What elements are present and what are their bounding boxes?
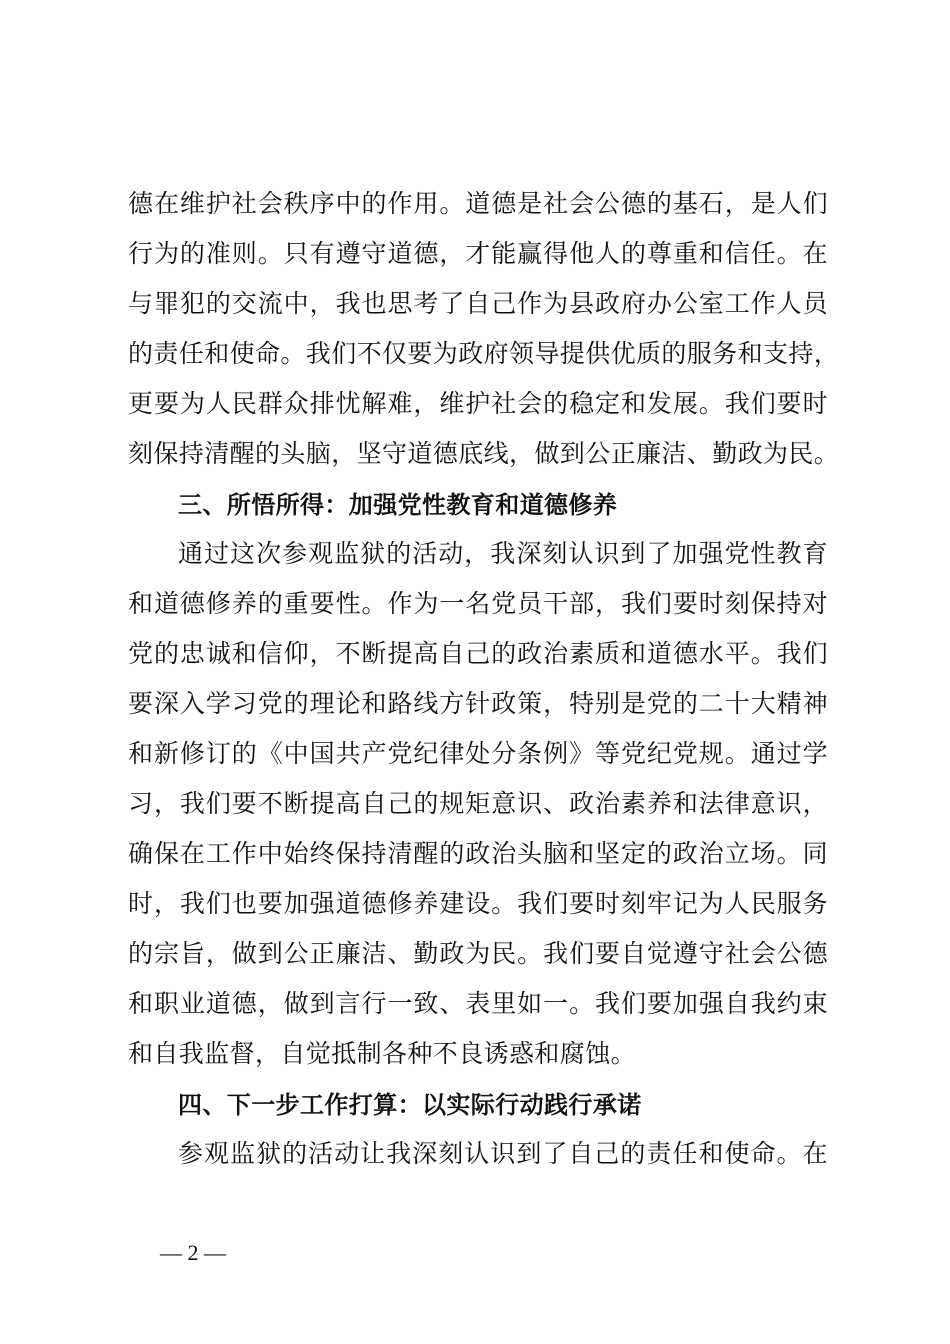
section-heading-4: 四、下一步工作打算：以实际行动践行承诺 xyxy=(178,1091,642,1119)
paragraph-line: 和新修订的《中国共产党纪律处分条例》等党纪党规。通过学 xyxy=(128,739,828,768)
paragraph-line: 党的忠诚和信仰，不断提高自己的政治素质和道德水平。我们 xyxy=(128,639,828,668)
page-number: — 2 — xyxy=(160,1240,226,1265)
paragraph-line: 更要为人民群众排忧解难，维护社会的稳定和发展。我们要时 xyxy=(128,389,828,418)
paragraph-line: 和道德修养的重要性。作为一名党员干部，我们要时刻保持对 xyxy=(128,589,828,618)
paragraph-line: 刻保持清醒的头脑，坚守道德底线，做到公正廉洁、勤政为民。 xyxy=(128,439,840,468)
paragraph-line: 通过这次参观监狱的活动，我深刻认识到了加强党性教育 xyxy=(178,539,828,568)
paragraph-line: 和职业道德，做到言行一致、表里如一。我们要加强自我约束 xyxy=(128,989,828,1018)
paragraph-line: 时，我们也要加强道德修养建设。我们要时刻牢记为人民服务 xyxy=(128,889,828,918)
paragraph-line: 行为的准则。只有遵守道德，才能赢得他人的尊重和信任。在 xyxy=(128,239,828,268)
paragraph-line: 的责任和使命。我们不仅要为政府领导提供优质的服务和支持， xyxy=(128,339,840,368)
section-heading-3: 三、所悟所得：加强党性教育和道德修养 xyxy=(178,491,618,519)
paragraph-line: 参观监狱的活动让我深刻认识到了自己的责任和使命。在 xyxy=(178,1139,828,1168)
paragraph-line: 与罪犯的交流中，我也思考了自己作为县政府办公室工作人员 xyxy=(128,289,828,318)
paragraph-line: 的宗旨，做到公正廉洁、勤政为民。我们要自觉遵守社会公德 xyxy=(128,939,828,968)
paragraph-line: 德在维护社会秩序中的作用。道德是社会公德的基石，是人们 xyxy=(128,189,828,218)
paragraph-line: 确保在工作中始终保持清醒的政治头脑和坚定的政治立场。同 xyxy=(128,839,828,868)
paragraph-line: 习，我们要不断提高自己的规矩意识、政治素养和法律意识， xyxy=(128,789,828,818)
paragraph-line: 要深入学习党的理论和路线方针政策，特别是党的二十大精神 xyxy=(128,689,828,718)
paragraph-line: 和自我监督，自觉抵制各种不良诱惑和腐蚀。 xyxy=(128,1039,637,1068)
